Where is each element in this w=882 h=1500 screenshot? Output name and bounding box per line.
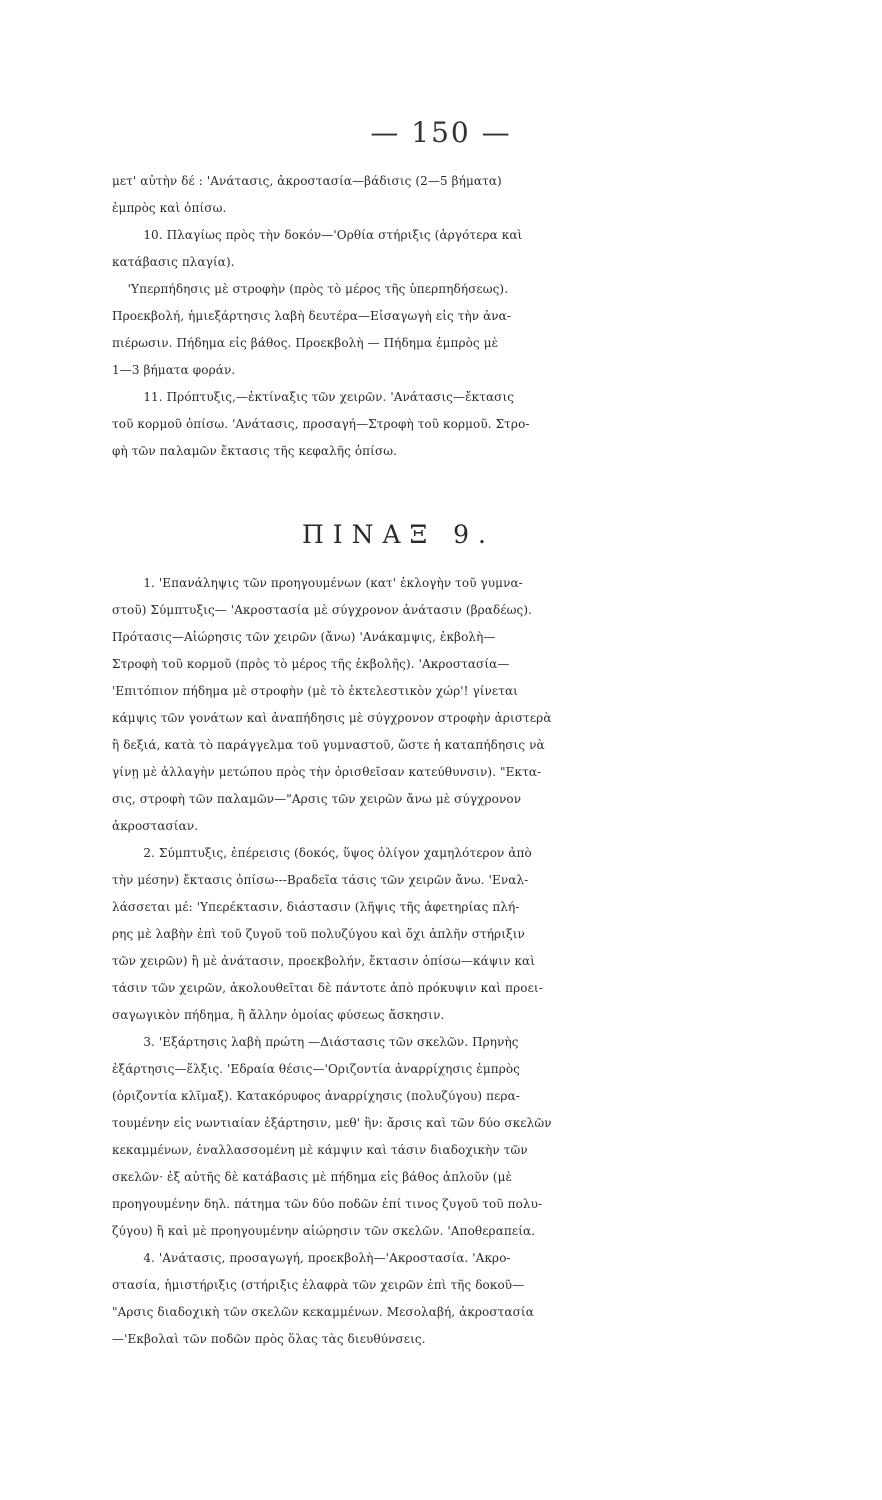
text-line: —'Εκβολαὶ τῶν ποδῶν πρὸς ὅλας τὰς διευθύνσεις. <box>112 1332 426 1346</box>
text-line: 2. Σύμπτυξις, ἐπέρεισις (δοκός, ὕψος ὀλίγον χαμηλότερον ἀπὸ <box>112 846 532 860</box>
text-line: στασία, ἡμιστήριξις (στήριξις ἐλαφρὰ τῶν χειρῶν ἐπὶ τῆς δοκοῦ— <box>112 1278 525 1292</box>
text-line: 1. 'Επανάληψις τῶν προηγουμένων (κατ' ἐκλογὴν τοῦ γυμνα- <box>112 576 523 590</box>
text-line: κεκαμμένων, ἐναλλασσομένη μὲ κάμψιν καὶ τάσιν διαδοχικὴν τῶν <box>112 1143 528 1157</box>
text-line: κατάβασις πλαγία). <box>112 255 235 269</box>
text-line: μετ' αὐτὴν δέ : 'Ανάτασις, ἀκροστασία—βάδισις (2—5 βήματα) <box>112 174 502 188</box>
text-line: Προεκβολή, ἡμιεξάρτησις λαβὴ δευτέρα—Εἰσαγωγὴ εἰς τὴν ἀνα- <box>112 309 512 323</box>
text-line: ζύγου) ἢ καὶ μὲ προηγουμένην αἰώρησιν τῶν σκελῶν. 'Αποθεραπεία. <box>112 1224 536 1238</box>
text-line: ρης μὲ λαβὴν ἐπὶ τοῦ ζυγοῦ τοῦ πολυζύγου καὶ ὄχι ἁπλῆν στήριξιν <box>112 927 525 941</box>
text-line: ἐξάρτησις—ἕλξις. 'Εδραία θέσις—'Οριζοντία ἀναρρίχησις ἐμπρὸς <box>112 1062 520 1076</box>
page-number: — 150 — <box>370 116 512 149</box>
text-line: ἐμπρὸς καὶ ὀπίσω. <box>112 201 227 215</box>
text-line: 'Επιτόπιον πήδημα μὲ στροφὴν (μὲ τὸ ἐκτελεστικὸν χώρ'! γίνεται <box>112 684 518 698</box>
text-line: τάσιν τῶν χειρῶν, ἀκολουθεῖται δὲ πάντοτε ἀπὸ πρόκυψιν καὶ προει- <box>112 981 543 995</box>
text-line: Πρότασις—Αἰώρησις τῶν χειρῶν (ἄνω) 'Ανάκαμψις, ἐκβολὴ— <box>112 630 496 644</box>
text-line: ἀκροστασίαν. <box>112 819 199 833</box>
table-heading: ΠΙΝΑΞ 9. <box>302 520 495 549</box>
text-line: φὴ τῶν παλαμῶν ἔκτασις τῆς κεφαλῆς ὀπίσω. <box>112 444 398 458</box>
text-line: τοῦ κορμοῦ ὀπίσω. 'Ανάτασις, προσαγή—Στροφὴ τοῦ κορμοῦ. Στρο- <box>112 417 530 431</box>
text-line: πιέρωσιν. Πήδημα εἰς βάθος. Προεκβολὴ — Πήδημα ἐμπρὸς μὲ <box>112 336 499 350</box>
text-line: σαγωγικὸν πήδημα, ἢ ἄλλην ὁμοίας φύσεως ἄσκησιν. <box>112 1008 445 1022</box>
text-line: γίνῃ μὲ ἀλλαγὴν μετώπου πρὸς τὴν ὁρισθεῖσαν κατεύθυνσιν). "Εκτα- <box>112 765 542 779</box>
text-line: 4. 'Ανάτασις, προσαγωγή, προεκβολὴ—'Ακροστασία. 'Ακρο- <box>112 1251 511 1265</box>
text-line: σις, στροφὴ τῶν παλαμῶν—"Αρσις τῶν χειρῶν ἄνω μὲ σύγχρονον <box>112 792 522 806</box>
text-line: κάμψις τῶν γονάτων καὶ ἀναπήδησις μὲ σύγχρονον στροφὴν ἀριστερὰ <box>112 711 552 725</box>
text-line: (ὁριζοντία κλῖμαξ). Κατακόρυφος ἀναρρίχησις (πολυζύγου) περα- <box>112 1089 520 1103</box>
text-line: τουμένην εἰς νωντιαίαν ἐξάρτησιν, μεθ' ἣν: ἄρσις καὶ τῶν δύο σκελῶν <box>112 1116 552 1130</box>
text-line: "Αρσις διαδοχικὴ τῶν σκελῶν κεκαμμένων. Μεσολαβή, ἀκροστασία <box>112 1305 534 1319</box>
text-line: λάσσεται μέ: 'Υπερέκτασιν, διάστασιν (λῆψις τῆς ἀφετηρίας πλή- <box>112 900 520 914</box>
text-line: 'Υπερπήδησις μὲ στροφὴν (πρὸς τὸ μέρος τῆς ὑπερπηδήσεως). <box>112 282 509 296</box>
text-line: 10. Πλαγίως πρὸς τὴν δοκόν—'Ορθία στήριξις (ἀργότερα καὶ <box>112 228 523 242</box>
text-line: σκελῶν· ἐξ αὐτῆς δὲ κατάβασις μὲ πήδημα εἰς βάθος ἁπλοῦν (μὲ <box>112 1170 513 1184</box>
text-line: τῶν χειρῶν) ἢ μὲ ἀνάτασιν, προεκβολήν, ἔκτασιν ὀπίσω—κάψιν καὶ <box>112 954 536 968</box>
text-line: τὴν μέσην) ἔκτασις ὀπίσω---Βραδεῖα τάσις τῶν χειρῶν ἄνω. 'Εναλ- <box>112 873 529 887</box>
text-line: 3. 'Εξάρτησις λαβὴ πρώτη —Διάστασις τῶν σκελῶν. Πρηνὴς <box>112 1035 519 1049</box>
text-line: ἢ δεξιά, κατὰ τὸ παράγγελμα τοῦ γυμναστοῦ, ὥστε ἡ καταπήδησις νὰ <box>112 738 545 752</box>
text-line: προηγουμένην δηλ. πάτημα τῶν δύο ποδῶν ἐπί τινος ζυγοῦ τοῦ πολυ- <box>112 1197 543 1211</box>
text-line: Στροφὴ τοῦ κορμοῦ (πρὸς τὸ μέρος τῆς ἐκβολῆς). 'Ακροστασία— <box>112 657 510 671</box>
text-line: 11. Πρόπτυξις,—ἐκτίναξις τῶν χειρῶν. 'Ανάτασις—ἔκτασις <box>112 390 515 404</box>
text-line: 1—3 βήματα φοράν. <box>112 363 236 377</box>
text-line: στοῦ) Σύμπτυξις— 'Ακροστασία μὲ σύγχρονον ἀνάτασιν (βραδέως). <box>112 603 533 617</box>
